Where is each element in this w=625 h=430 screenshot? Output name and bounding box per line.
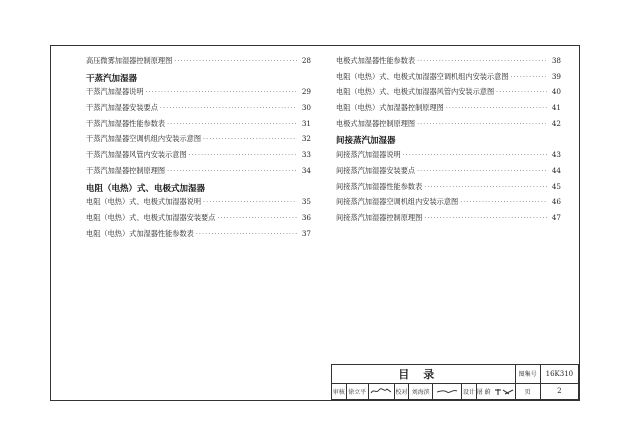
toc-entry-title: 电极式加湿器性能参数表 bbox=[336, 56, 416, 65]
toc-left-column bbox=[86, 56, 311, 244]
toc-right-column bbox=[336, 56, 561, 229]
toc-entry[interactable] bbox=[86, 134, 311, 150]
toc-entry-page: 36 bbox=[301, 212, 311, 222]
toc-entry-title: 间接蒸汽加湿器性能参数表 bbox=[336, 181, 423, 191]
toc-entry[interactable] bbox=[336, 72, 561, 88]
toc-entry-page: 47 bbox=[551, 212, 561, 222]
toc-entry-page: 43 bbox=[551, 150, 561, 160]
toc-entry-title: 电极式加湿器控制原理图 bbox=[336, 118, 416, 128]
toc-entry-title: 电阻（电热）式、电极式加湿器空调机组内安装示意图 bbox=[336, 71, 509, 81]
toc-entry-page: 42 bbox=[551, 118, 561, 128]
toc-entry[interactable] bbox=[86, 119, 311, 135]
title-block bbox=[331, 364, 579, 400]
toc-entry[interactable] bbox=[86, 229, 311, 245]
toc-entry-page: 40 bbox=[551, 87, 561, 97]
check-signature bbox=[432, 383, 461, 399]
atlas-number: 16K310 bbox=[540, 365, 578, 384]
toc-leader-dots bbox=[196, 231, 297, 238]
toc-entry-page: 45 bbox=[551, 181, 561, 191]
toc-entry-title: 干蒸汽加湿器安装要点 bbox=[86, 103, 158, 113]
check-name: 刘海滨 bbox=[409, 383, 433, 399]
toc-entry-title: 电阻（电热）式、电极式加湿器说明 bbox=[86, 197, 202, 207]
toc-entry[interactable] bbox=[86, 56, 311, 72]
page-number: 2 bbox=[540, 383, 578, 399]
toc-entry-title: 干蒸汽加湿器性能参数表 bbox=[86, 118, 166, 128]
atlas-number-label: 图集号 bbox=[515, 365, 540, 384]
toc-entry-title: 干蒸汽加湿器风管内安装示意图 bbox=[86, 150, 187, 160]
toc-entry[interactable] bbox=[86, 166, 311, 182]
review-signature bbox=[368, 383, 394, 399]
toc-leader-dots bbox=[424, 215, 547, 222]
toc-leader-dots bbox=[189, 152, 297, 159]
toc-entry-title: 间接蒸汽加湿器安装要点 bbox=[336, 165, 416, 175]
toc-leader-dots bbox=[417, 168, 547, 175]
toc-leader-dots bbox=[424, 184, 547, 191]
toc-leader-dots bbox=[460, 199, 547, 206]
toc-entry-title: 干蒸汽加湿器说明 bbox=[86, 87, 144, 97]
toc-entry[interactable] bbox=[336, 197, 561, 213]
toc-entry-page: 46 bbox=[551, 197, 561, 207]
toc-entry-page: 41 bbox=[551, 103, 561, 113]
toc-entry[interactable] bbox=[336, 119, 561, 135]
toc-leader-dots bbox=[174, 58, 297, 65]
toc-leader-dots bbox=[167, 121, 297, 128]
toc-entry-title: 间接蒸汽加湿器说明 bbox=[336, 150, 401, 160]
review-label: 审核 bbox=[332, 383, 347, 399]
toc-entry-title: 间接蒸汽加湿器空调机组内安装示意图 bbox=[336, 197, 459, 207]
toc-entry-page: 30 bbox=[301, 103, 311, 113]
toc-entry[interactable] bbox=[86, 213, 311, 229]
drawing-frame bbox=[50, 45, 580, 401]
toc-entry[interactable] bbox=[336, 166, 561, 182]
toc-leader-dots bbox=[203, 136, 297, 143]
toc-leader-dots bbox=[496, 89, 547, 96]
document-title: 目录 bbox=[332, 365, 516, 384]
toc-entry-page: 28 bbox=[301, 56, 311, 65]
toc-entry-title: 干蒸汽加湿器空调机组内安装示意图 bbox=[86, 134, 202, 144]
toc-entry-title: 间接蒸汽加湿器控制原理图 bbox=[336, 212, 423, 222]
toc-leader-dots bbox=[146, 89, 297, 96]
toc-entry-page: 33 bbox=[301, 150, 311, 160]
toc-leader-dots bbox=[417, 58, 547, 65]
page-label: 页 bbox=[515, 383, 540, 399]
toc-section-heading: 间接蒸汽加湿器 bbox=[336, 136, 396, 147]
toc-entry[interactable] bbox=[86, 197, 311, 213]
toc-entry-title: 高压微雾加湿器控制原理图 bbox=[86, 56, 173, 65]
toc-section-heading: 干蒸汽加湿器 bbox=[86, 73, 138, 84]
toc-entry-title: 电阻（电热）式加湿器控制原理图 bbox=[336, 103, 444, 113]
toc-entry[interactable] bbox=[336, 213, 561, 229]
toc-leader-dots bbox=[217, 215, 297, 222]
design-name: 屠 蔚 bbox=[476, 383, 515, 399]
toc-entry-title: 电阻（电热）式、电极式加湿器风管内安装示意图 bbox=[336, 87, 495, 97]
toc-entry-title: 电阻（电热）式加湿器性能参数表 bbox=[86, 228, 194, 238]
toc-leader-dots bbox=[446, 105, 547, 112]
toc-entry[interactable] bbox=[336, 103, 561, 119]
toc-entry[interactable] bbox=[86, 87, 311, 103]
toc-entry[interactable] bbox=[336, 150, 561, 166]
toc-entry[interactable] bbox=[336, 56, 561, 72]
toc-entry[interactable] bbox=[86, 103, 311, 119]
toc-entry-page: 31 bbox=[301, 118, 311, 128]
toc-leader-dots bbox=[403, 152, 547, 159]
toc-entry-page: 38 bbox=[551, 56, 561, 65]
check-label: 校对 bbox=[394, 383, 409, 399]
toc-entry-page: 32 bbox=[301, 134, 311, 144]
toc-leader-dots bbox=[167, 168, 297, 175]
toc-section-heading: 电阻（电热）式、电极式加湿器 bbox=[86, 183, 206, 194]
toc-entry-title: 电阻（电热）式、电极式加湿器安装要点 bbox=[86, 212, 216, 222]
toc-entry[interactable] bbox=[336, 87, 561, 103]
design-label: 设计 bbox=[462, 383, 477, 399]
review-name: 徐立平 bbox=[346, 383, 368, 399]
toc-entry-page: 34 bbox=[301, 165, 311, 175]
toc-entry-page: 37 bbox=[301, 228, 311, 238]
toc-entry[interactable] bbox=[336, 182, 561, 198]
toc-entry-page: 44 bbox=[551, 165, 561, 175]
toc-leader-dots bbox=[160, 105, 297, 112]
toc-leader-dots bbox=[417, 121, 547, 128]
toc-entry-page: 29 bbox=[301, 87, 311, 97]
toc-entry[interactable] bbox=[86, 150, 311, 166]
toc-entry-page: 35 bbox=[301, 197, 311, 207]
toc-leader-dots bbox=[203, 199, 297, 206]
toc-entry-page: 39 bbox=[551, 71, 561, 81]
toc-leader-dots bbox=[511, 74, 547, 81]
toc-entry-title: 干蒸汽加湿器控制原理图 bbox=[86, 165, 166, 175]
